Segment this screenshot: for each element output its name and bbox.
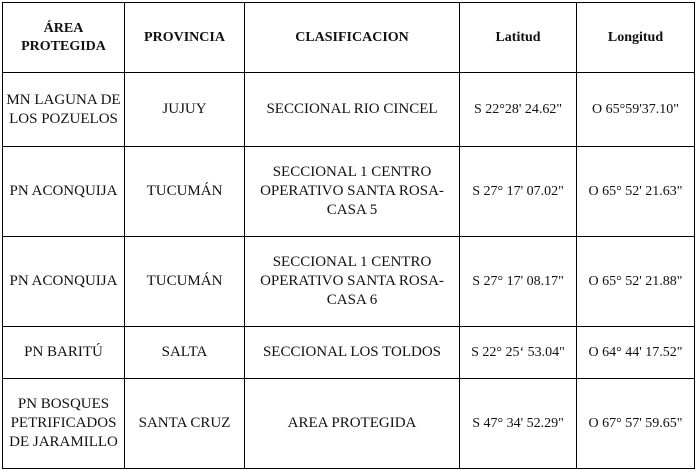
cell-longitud: O 65° 52' 21.88" bbox=[577, 237, 695, 327]
table-row bbox=[3, 237, 695, 327]
cell-clasificacion: SECCIONAL LOS TOLDOS bbox=[245, 327, 460, 379]
cell-latitud: S 22° 25‘ 53.04" bbox=[460, 327, 577, 379]
header-latitud: Latitud bbox=[460, 3, 577, 73]
cell-longitud: O 65° 52' 21.63" bbox=[577, 147, 695, 237]
cell-latitud: S 47° 34' 52.29" bbox=[460, 379, 577, 469]
header-area-protegida: ÁREA PROTEGIDA bbox=[3, 3, 125, 73]
cell-area-protegida: PN ACONQUIJA bbox=[3, 147, 125, 237]
header-provincia: PROVINCIA bbox=[125, 3, 245, 73]
table-header-row bbox=[3, 3, 695, 73]
cell-longitud: O 67° 57' 59.65" bbox=[577, 379, 695, 469]
cell-latitud: S 22°28' 24.62" bbox=[460, 73, 577, 147]
header-longitud: Longitud bbox=[577, 3, 695, 73]
cell-longitud: O 65°59'37.10" bbox=[577, 73, 695, 147]
table-row bbox=[3, 73, 695, 147]
cell-area-protegida: MN LAGUNA DE LOS POZUELOS bbox=[3, 73, 125, 147]
cell-provincia: SALTA bbox=[125, 327, 245, 379]
cell-area-protegida: PN BARITÚ bbox=[3, 327, 125, 379]
cell-latitud: S 27° 17' 08.17" bbox=[460, 237, 577, 327]
cell-provincia: TUCUMÁN bbox=[125, 237, 245, 327]
cell-longitud: O 64° 44' 17.52" bbox=[577, 327, 695, 379]
table-row bbox=[3, 379, 695, 469]
cell-clasificacion: AREA PROTEGIDA bbox=[245, 379, 460, 469]
cell-provincia: SANTA CRUZ bbox=[125, 379, 245, 469]
protected-areas-table bbox=[2, 2, 695, 469]
cell-provincia: JUJUY bbox=[125, 73, 245, 147]
cell-clasificacion: SECCIONAL 1 CENTRO OPERATIVO SANTA ROSA-CASA 5 bbox=[245, 147, 460, 237]
table-row bbox=[3, 147, 695, 237]
cell-area-protegida: PN ACONQUIJA bbox=[3, 237, 125, 327]
header-clasificacion: CLASIFICACION bbox=[245, 3, 460, 73]
cell-area-protegida: PN BOSQUES PETRIFICADOS DE JARAMILLO bbox=[3, 379, 125, 469]
cell-clasificacion: SECCIONAL RIO CINCEL bbox=[245, 73, 460, 147]
table-row bbox=[3, 327, 695, 379]
cell-clasificacion: SECCIONAL 1 CENTRO OPERATIVO SANTA ROSA-CASA 6 bbox=[245, 237, 460, 327]
cell-latitud: S 27° 17' 07.02" bbox=[460, 147, 577, 237]
cell-provincia: TUCUMÁN bbox=[125, 147, 245, 237]
